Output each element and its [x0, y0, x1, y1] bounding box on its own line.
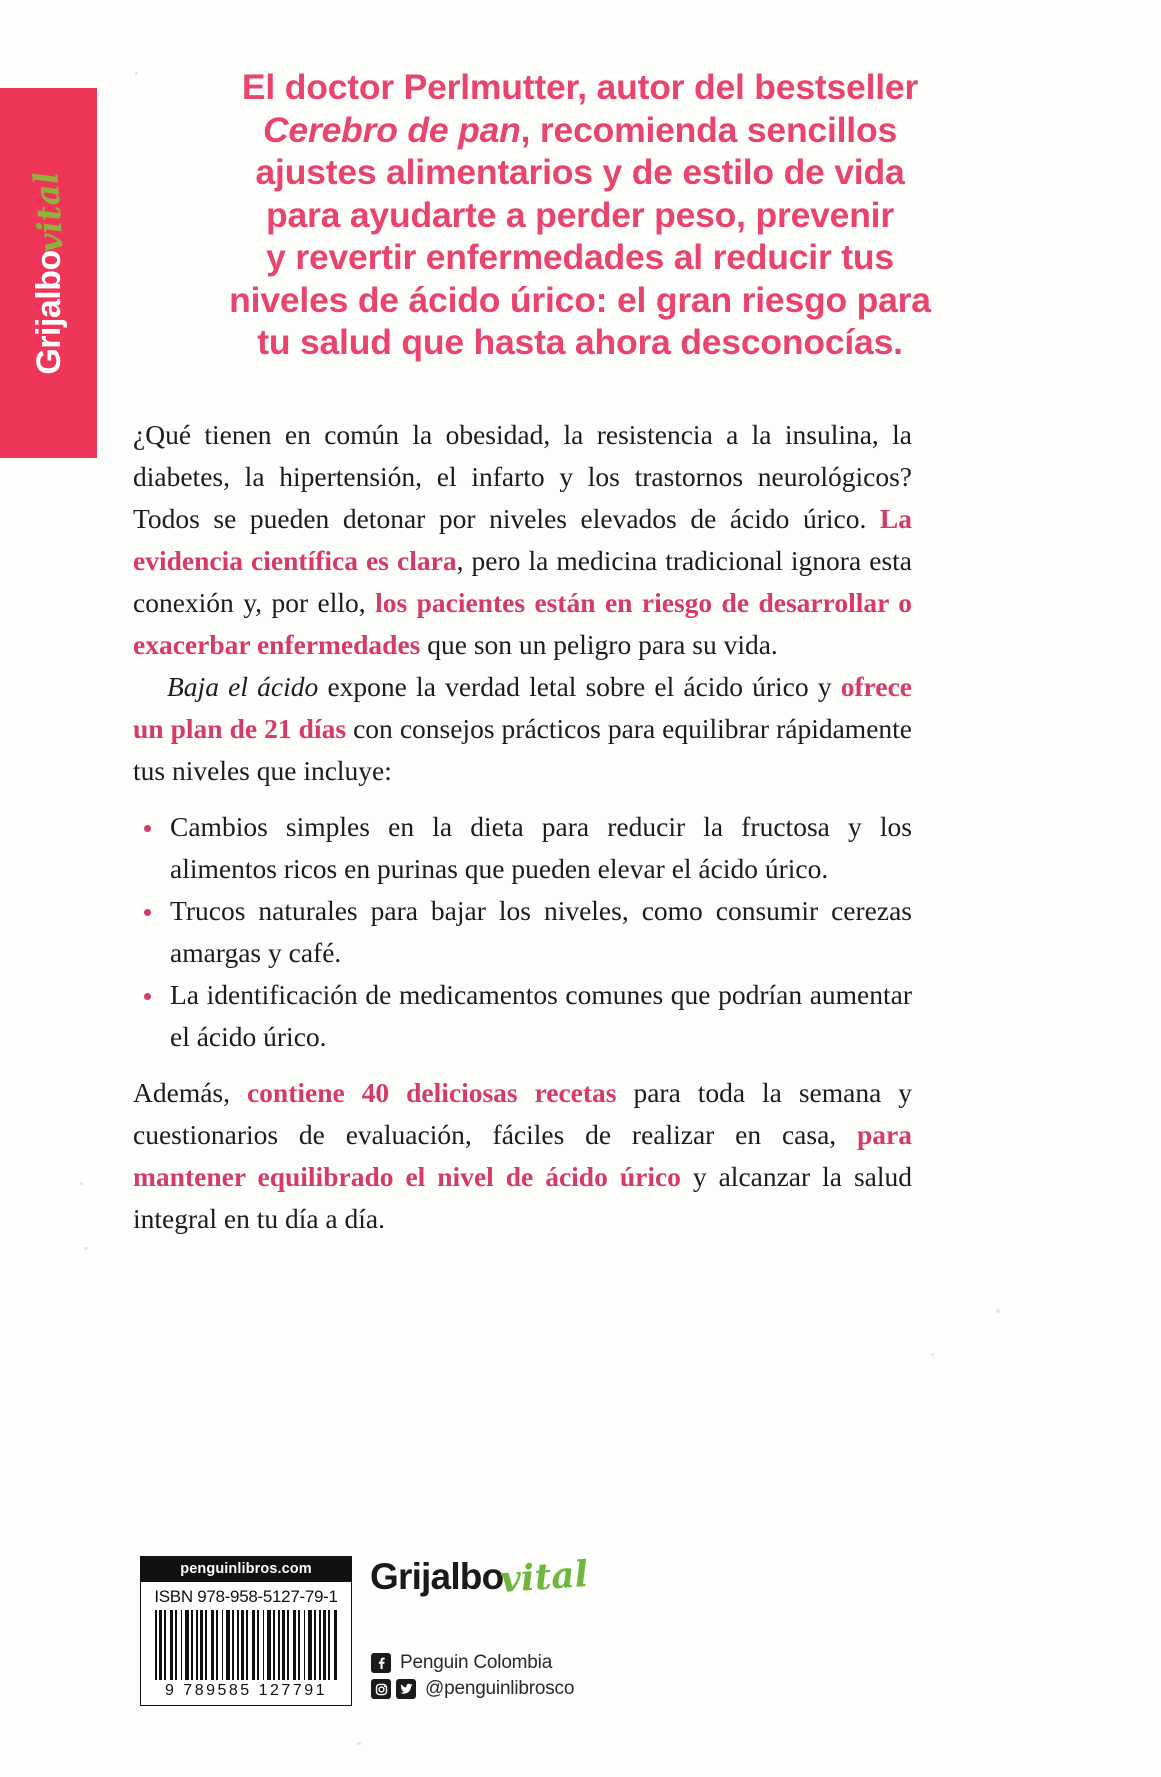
paragraph-3 — [133, 1072, 912, 1240]
spine-band — [0, 88, 97, 458]
social-links — [371, 1652, 574, 1704]
scan-speck — [84, 1247, 88, 1250]
bullet-text: La identificación de medicamentos comunes que podrían aumentar el ácido úrico. — [170, 979, 912, 1052]
social-row-facebook — [371, 1652, 574, 1674]
headline-line: para ayudarte a perder peso, prevenir — [266, 194, 894, 235]
p2-book-title: Baja el ácido — [167, 671, 319, 702]
cover-footer — [0, 1540, 1161, 1770]
p2-highlight: ofrece un plan de 21 días — [133, 671, 912, 744]
list-item — [133, 890, 912, 974]
paragraph-1 — [133, 414, 912, 666]
spine-sub-label: vital — [25, 170, 71, 254]
scan-speck — [931, 1353, 934, 1356]
headline-line: niveles de ácido úrico: el gran riesgo para — [229, 279, 931, 320]
publisher-name: Grijalbo — [370, 1556, 504, 1597]
instagram-icon[interactable] — [371, 1679, 391, 1699]
p1-highlight-1: La evidencia científica es clara — [133, 503, 912, 576]
feature-list — [133, 806, 912, 1058]
p2-text-b: con consejos prácticos para equilibrar rápidamente tus niveles que incluye: — [133, 713, 912, 786]
p1-text-a: ¿Qué tienen en común la obesidad, la resistencia a la insulina, la diabetes, la hipertensión, el infarto y los trastornos neurológicos? Todos se pueden detonar por niveles elevados de ácido úrico. — [133, 419, 912, 534]
list-item — [133, 806, 912, 890]
facebook-icon[interactable] — [371, 1653, 391, 1673]
publisher-website: penguinlibros.com — [141, 1557, 351, 1582]
p3-highlight-1: contiene 40 deliciosas recetas — [246, 1077, 617, 1108]
spine-logo — [25, 170, 71, 375]
p3-text-c: y alcanzar la salud integral en tu día a día. — [133, 1161, 912, 1234]
twitter-icon[interactable] — [396, 1679, 416, 1699]
barcode-bars — [155, 1610, 337, 1680]
p3-text-b: para toda la semana y cuestionarios de evaluación, fáciles de realizar en casa, — [133, 1077, 912, 1150]
list-item — [133, 974, 912, 1058]
list-spacer — [133, 792, 912, 806]
p3-highlight-2: para mantener equilibrado el nivel de ácido úrico — [133, 1119, 912, 1192]
facebook-handle[interactable]: Penguin Colombia — [400, 1652, 553, 1673]
headline-line: tu salud que hasta ahora desconocías. — [257, 322, 903, 362]
bullet-text: Cambios simples en la dieta para reducir la fructosa y los alimentos ricos en purinas que pueden elevar el ácido úrico. — [170, 811, 912, 884]
barcode-digits: 9 789585 127791 — [164, 1682, 328, 1699]
p1-highlight-2: los pacientes están en riesgo de desarrollar o exacerbar enfermedades — [133, 587, 912, 660]
scan-speck — [80, 1182, 83, 1185]
publisher-logo — [370, 1552, 590, 1602]
headline-line-rest: , recomienda sencillos — [520, 109, 897, 150]
instagram-twitter-handle[interactable]: @penguinlibrosco — [425, 1678, 575, 1699]
publisher-imprint: vital — [499, 1552, 590, 1602]
p2-text-a: expone la verdad letal sobre el ácido úrico y — [318, 671, 841, 702]
back-cover-copy — [133, 414, 912, 1240]
spine-brand-label: Grijalbo — [29, 250, 68, 375]
scan-speck — [996, 1309, 1000, 1313]
paragraph-2 — [133, 666, 912, 792]
p1-text-c: que son un peligro para su vida. — [420, 629, 778, 660]
headline-blurb — [130, 66, 1030, 364]
headline-line: El doctor Perlmutter, autor del bestseller — [241, 67, 919, 107]
list-spacer — [133, 1058, 912, 1072]
p1-text-b: , pero la medicina tradicional ignora esta conexión y, por ello, — [133, 545, 912, 618]
p3-text-a: Además, — [133, 1077, 247, 1108]
headline-line: ajustes alimentarios y de estilo de vida — [255, 152, 905, 192]
social-row-instagram-twitter — [371, 1678, 574, 1700]
isbn-label: ISBN 978-958-5127-79-1 — [154, 1587, 338, 1606]
headline-line: y revertir enfermedades al reducir tus — [266, 237, 894, 277]
bullet-text: Trucos naturales para bajar los niveles, como consumir cerezas amargas y café. — [170, 895, 912, 968]
barcode-block — [140, 1556, 352, 1706]
headline-book-title: Cerebro de pan — [263, 109, 521, 150]
